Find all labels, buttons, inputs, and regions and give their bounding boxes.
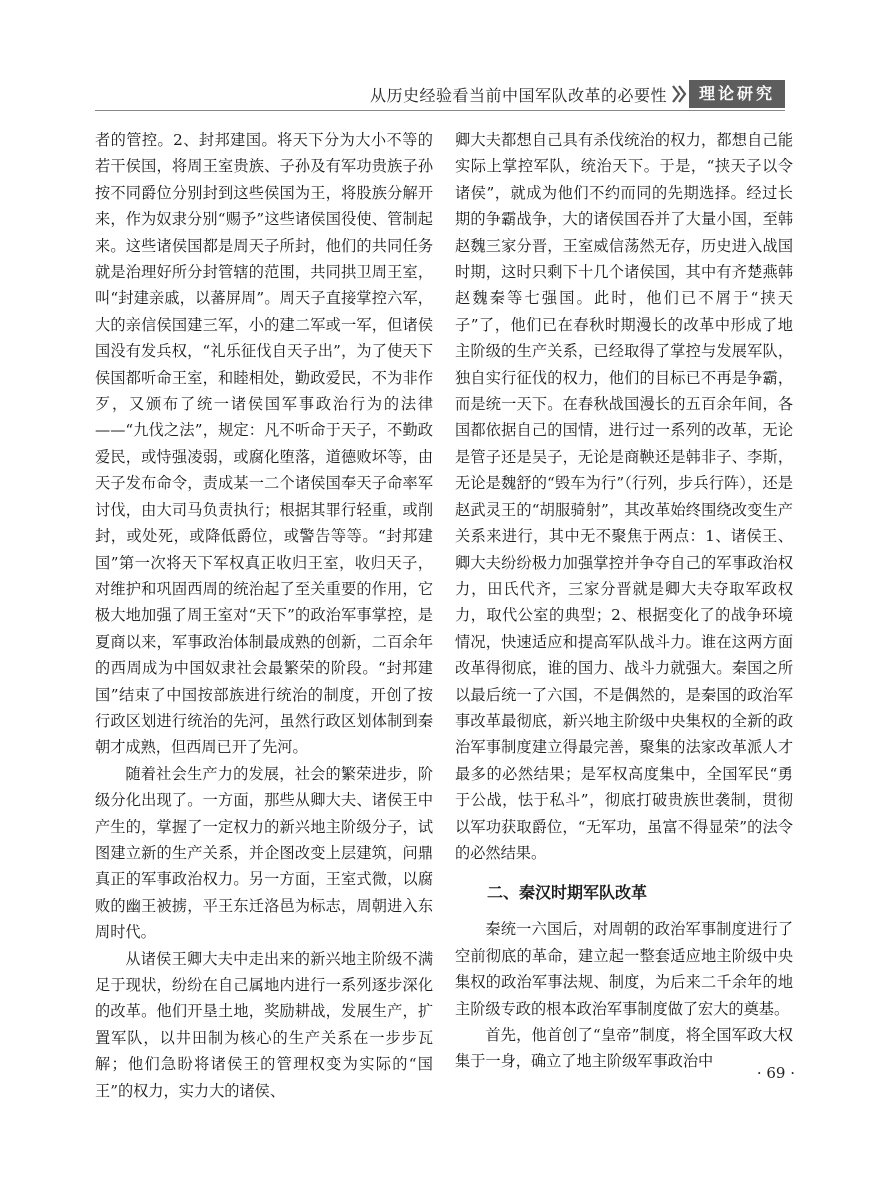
running-header bbox=[95, 80, 785, 108]
right-column bbox=[455, 127, 793, 1075]
left-column bbox=[95, 127, 433, 1104]
paragraph: 秦统一六国后，对周朝的政治军事制度进行了空前彻底的革命，建立起一整套适应地主阶级中央集权的政治军事法规、制度，为后来二千余年的地主阶级专政的根本政治军事制度做了宏大的奠基。 bbox=[455, 920, 793, 1018]
header-rule bbox=[95, 110, 785, 111]
section-heading: 二、秦汉时期军队改革 bbox=[487, 883, 648, 903]
double-chevron-icon bbox=[671, 84, 687, 104]
paragraph: 随着社会生产力的发展，社会的繁荣进步，阶级分化出现了。一方面，那些从卿大夫、诸侯王中产生的，掌握了一定权力的新兴地主阶级分子，试图建立新的生产关系，并企图改变上层建筑，问鼎真正的军事政治权力。另一方面，王室式微，以腐败的幽王被掳，平王东迁洛邑为标志，周朝进入东周时代。 bbox=[95, 764, 433, 942]
paragraph: 从诸侯王卿大夫中走出来的新兴地主阶级不满足于现状，纷纷在自己属地内进行一系列逐步深化的改革。他们开垦土地，奖励耕战，发展生产，扩置军队，以井田制为核心的生产关系在一步步瓦解；他们急盼将诸侯王的管理权变为实际的“国王”的权力，实力大的诸侯、 bbox=[95, 949, 433, 1100]
paragraph: 卿大夫都想自己具有杀伐统治的权力，都想自己能实际上掌控军队，统治天下。于是，“挟天子以令诸侯”，就成为他们不约而同的先期选择。经过长期的争霸战争，大的诸侯国吞并了大量小国，至韩赵魏三家分晋，王室威信荡然无存，历史进入战国时期，这时只剩下十几个诸侯国，其中有齐楚燕韩赵魏秦等七强国。此时，他们已不屑于“挟天子”了，他们已在春秋时期漫长的改革中形成了地主阶级的生产关系，已经取得了掌控与发展军队，独自实行征伐的权力，他们的目标已不再是争霸，而是统一天下。在春秋战国漫长的五百余年间，各国都依据自己的国情，进行过一系列的改革，无论是管子还是吴子，无论是商鞅还是韩非子、李斯，无论是魏舒的“毁车为行”（行列，步兵行阵），还是赵武灵王的“胡服骑射”，其改革始终围绕改变生产关系来进行，其中无不聚焦于两点：1、诸侯王、卿大夫纷纷极力加强掌控并争夺自己的军事政治权力，田氏代齐，三家分晋就是卿大夫夺取军政权力，取代公室的典型；2、根据变化了的战争环境情况，快速适应和提高军队战斗力。谁在这两方面改革得彻底，谁的国力、战斗力就强大。秦国之所以最后统一了六国，不是偶然的，是秦国的政治军事改革最彻底，新兴地主阶级中央集权的全新的政治军事制度建立得最完善，聚集的法家改革派人才最多的必然结果；是军权高度集中，全国军民“勇于公战，怯于私斗”，彻底打破贵族世袭制，贯彻以军功获取爵位，“无军功，虽富不得显荣”的法令的必然结果。 bbox=[455, 131, 793, 862]
page-number: · 69 · bbox=[756, 1064, 795, 1082]
section-tag: 理论研究 bbox=[689, 80, 785, 108]
running-header-title: 从历史经验看当前中国军队改革的必要性 bbox=[369, 86, 667, 105]
paragraph: 首先，他首创了“皇帝”制度，将全国军政大权集于一身，确立了地主阶级军事政治中 bbox=[455, 1026, 793, 1071]
paragraph: 者的管控。2、封邦建国。将天下分为大小不等的若干侯国，将周王室贵族、子孙及有军功贵族子孙按不同爵位分别封到这些侯国为王，将股族分解开来，作为奴隶分别“赐予”这些诸侯国役使、管制起来。这些诸侯国都是周天子所封，他们的共同任务就是治理好所分封管辖的范围，共同拱卫周王室，叫“封建亲戚，以蕃屏周”。周天子直接掌控六军，大的亲信侯国建三军，小的建二军或一军，但诸侯国没有发兵权，“礼乐征伐自天子出”，为了使天下侯国都听命王室，和睦相处，勤政爱民，不为非作歹，又颁布了统一诸侯国军事政治行为的法律——“九伐之法”，规定：凡不听命于天子，不勤政爱民，或恃强凌弱，或腐化堕落，道德败坏等，由天子发布命令，责成某一二个诸侯国奉天子命率军讨伐，由大司马负责执行；根据其罪行轻重，或削封，或处死，或降低爵位，或警告等等。“封邦建国”第一次将天下军权真正收归王室，收归天子，对维护和巩固西周的统治起了至关重要的作用，它极大地加强了周王室对“天下”的政治军事掌控，是夏商以来，军事政治体制最成熟的创新，二百余年的西周成为中国奴隶社会最繁荣的阶段。“封邦建国”结束了中国按部族进行统治的制度，开创了按行政区划进行统治的先河，虽然行政区划体制到秦朝才成熟，但西周已开了先河。 bbox=[95, 131, 433, 757]
